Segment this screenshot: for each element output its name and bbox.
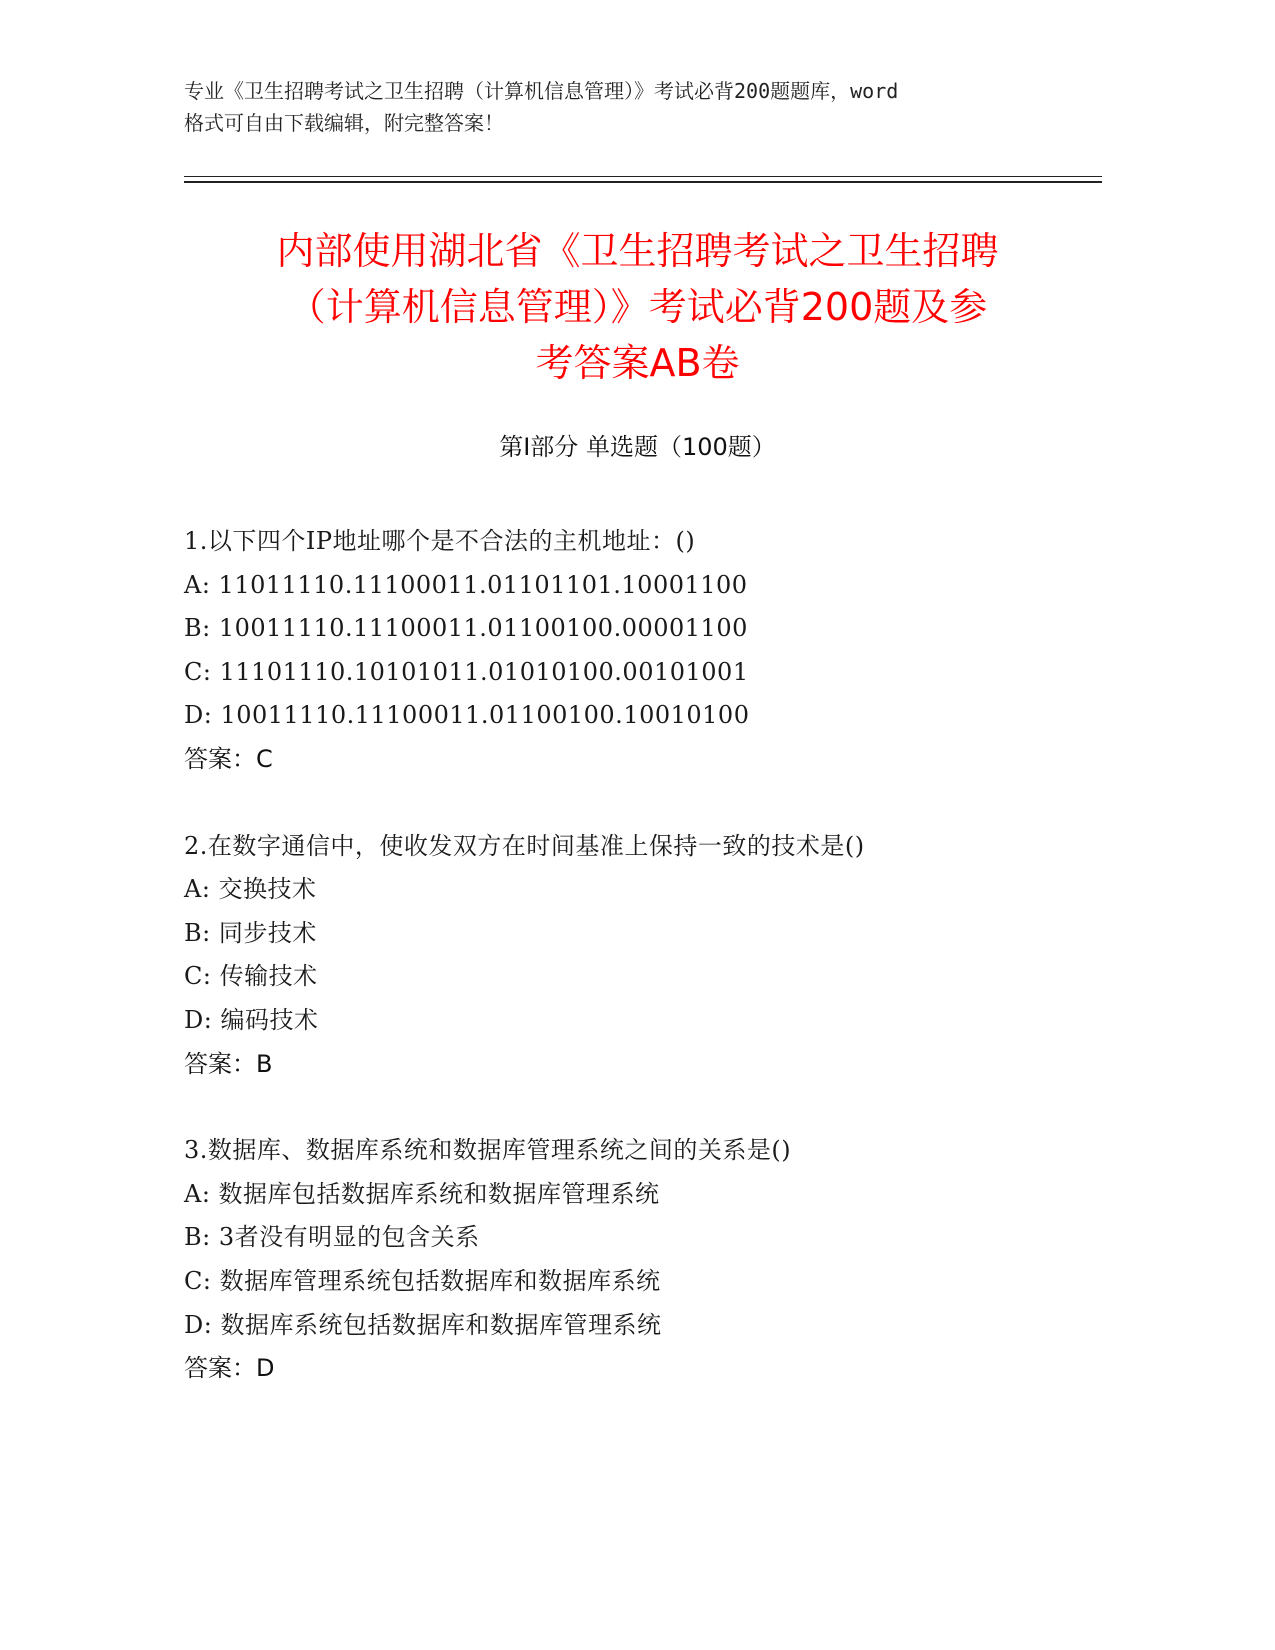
answer-key: 答案：D xyxy=(184,1354,275,1383)
option-d: D: 编码技术 xyxy=(184,1005,319,1034)
option-a: A: 11011110.11100011.01101101.10001100 xyxy=(184,570,748,599)
question-2 xyxy=(184,825,1104,1087)
option-d: D: 数据库系统包括数据库和数据库管理系统 xyxy=(184,1310,662,1339)
header-note-line-1: 专业《卫生招聘考试之卫生招聘（计算机信息管理）》考试必背200题题库，word xyxy=(184,79,899,103)
option-a: A: 数据库包括数据库系统和数据库管理系统 xyxy=(184,1179,660,1208)
document-title-line-2: （计算机信息管理）》考试必背200题及参 xyxy=(287,285,988,329)
option-c: C: 传输技术 xyxy=(184,962,318,991)
question-stem: 2.在数字通信中，使收发双方在时间基准上保持一致的技术是() xyxy=(184,831,865,860)
header-divider-thick xyxy=(184,181,1102,183)
question-stem: 3.数据库、数据库系统和数据库管理系统之间的关系是() xyxy=(184,1136,792,1165)
option-c: C: 数据库管理系统包括数据库和数据库系统 xyxy=(184,1266,661,1295)
option-b: B: 同步技术 xyxy=(184,918,317,947)
answer-key: 答案：C xyxy=(184,744,273,773)
option-d: D: 10011110.11100011.01100100.10010100 xyxy=(184,701,750,730)
document-title-line-1: 内部使用湖北省《卫生招聘考试之卫生招聘 xyxy=(276,229,999,273)
document-title xyxy=(150,223,1125,391)
section-heading: 第Ⅰ部分 单选题（100题） xyxy=(499,433,776,461)
document-title-line-3: 考答案AB卷 xyxy=(535,341,740,385)
option-b: B: 10011110.11100011.01100100.00001100 xyxy=(184,614,748,643)
answer-key: 答案：B xyxy=(184,1049,273,1078)
question-3 xyxy=(184,1129,1104,1391)
header-note xyxy=(184,75,1084,139)
option-c: C: 11101110.10101011.01010100.00101001 xyxy=(184,657,749,686)
option-b: B: 3者没有明显的包含关系 xyxy=(184,1223,480,1252)
header-divider-thin xyxy=(184,176,1102,177)
question-stem: 1.以下四个IP地址哪个是不合法的主机地址：() xyxy=(184,527,696,555)
question-list xyxy=(184,520,1104,1434)
question-1 xyxy=(184,520,1104,782)
header-note-line-2: 格式可自由下载编辑，附完整答案！ xyxy=(184,111,504,135)
option-a: A: 交换技术 xyxy=(184,875,317,904)
